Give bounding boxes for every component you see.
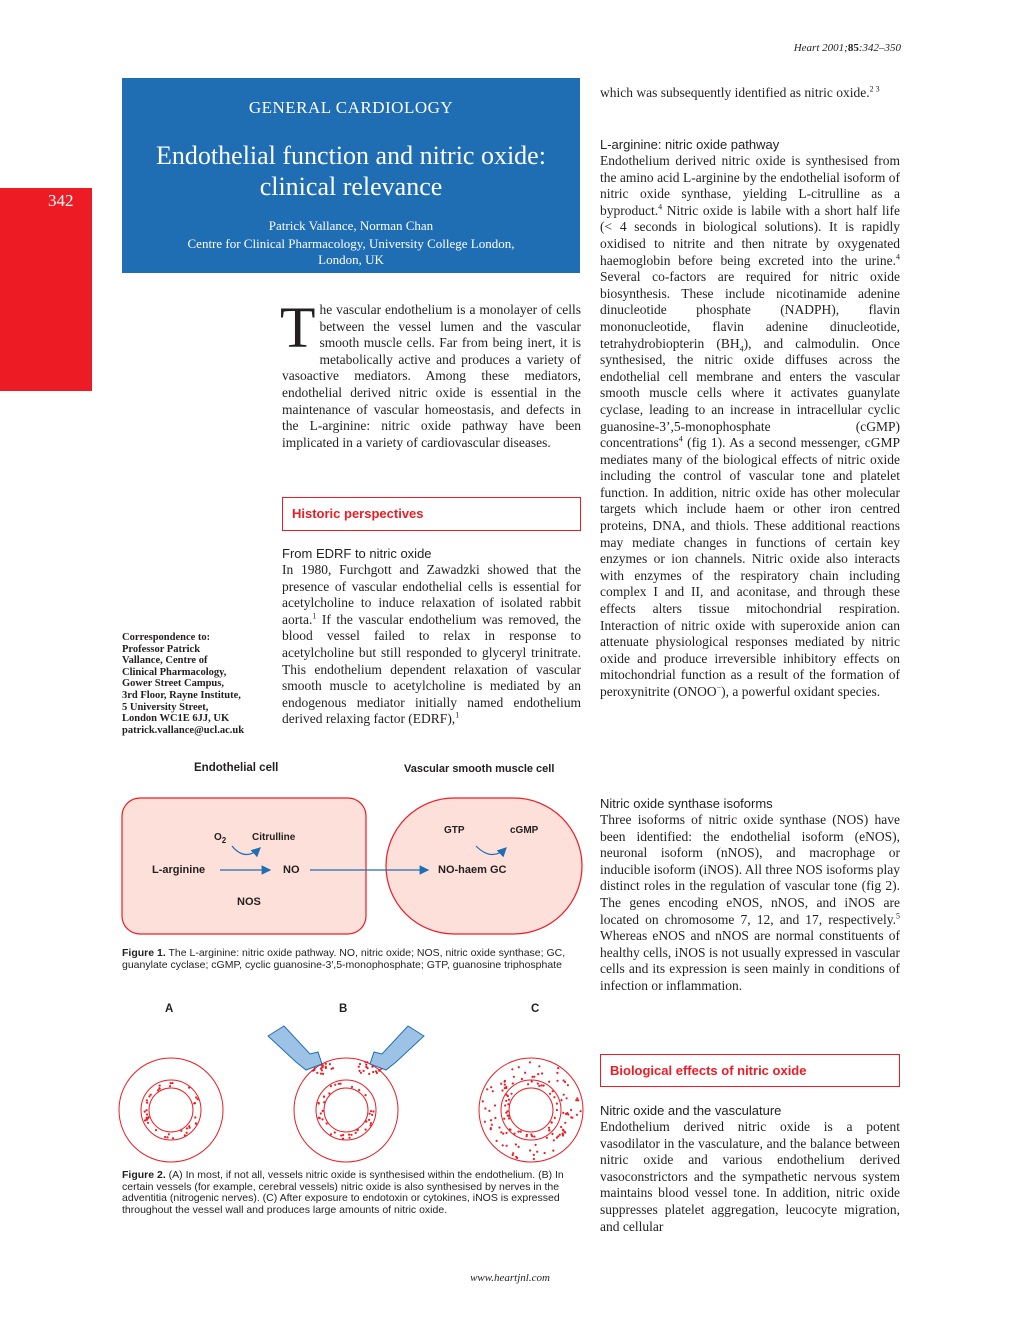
- nitric-oxide-dot: [543, 1085, 545, 1087]
- nitric-oxide-dot: [195, 1123, 197, 1125]
- nerve-left: [268, 1026, 322, 1070]
- historic-ref-b: 1: [455, 710, 460, 720]
- right-p3-text: Three isoforms of nitric oxide synthase (NOS) have been identified: the endothelial isoform (eNOS), neuronal isoform (nNOS), and macrophage or inducible isoform (iNOS). All three NOS isoforms play distinct roles in the regulation of vascular tone (fig 2). The genes encoding eNOS, nNOS, and iNOS are located on chromosome 7, 12, and 17, respectively.: [600, 812, 900, 927]
- nitric-oxide-dot: [320, 1073, 322, 1075]
- nitric-oxide-dot: [358, 1089, 360, 1091]
- nitric-oxide-dot: [180, 1130, 182, 1132]
- nitric-oxide-dot: [565, 1113, 567, 1115]
- nitric-oxide-dot: [330, 1068, 332, 1070]
- fig1-no: NO: [283, 864, 300, 876]
- nitric-oxide-dot: [334, 1131, 336, 1133]
- nitric-oxide-dot: [538, 1085, 540, 1087]
- right-para-3: [600, 812, 900, 995]
- nitric-oxide-dot: [370, 1110, 372, 1112]
- nitric-oxide-dot: [541, 1072, 543, 1074]
- nitric-oxide-dot: [537, 1083, 539, 1085]
- nitric-oxide-dot: [172, 1137, 174, 1139]
- nitric-oxide-dot: [500, 1131, 502, 1133]
- correspondence-email: patrick.vallance@ucl.ac.uk: [122, 724, 245, 736]
- nitric-oxide-dot: [146, 1117, 148, 1119]
- nitric-oxide-dot: [357, 1129, 359, 1131]
- nitric-oxide-dot: [150, 1094, 152, 1096]
- nitric-oxide-dot: [536, 1151, 538, 1153]
- nitric-oxide-dot: [518, 1146, 520, 1148]
- nitric-oxide-dot: [506, 1110, 508, 1112]
- nitric-oxide-dot: [515, 1143, 517, 1145]
- nitric-oxide-dot: [564, 1122, 566, 1124]
- nitric-oxide-dot: [529, 1061, 531, 1063]
- nitric-oxide-dot: [508, 1117, 510, 1119]
- nitric-oxide-dot: [562, 1133, 564, 1135]
- nitric-oxide-dot: [508, 1115, 510, 1117]
- nitric-oxide-dot: [520, 1131, 522, 1133]
- right-p1-ref: 2 3: [869, 84, 880, 94]
- correspondence-line: Professor Patrick: [122, 643, 201, 655]
- nitric-oxide-dot: [194, 1116, 196, 1118]
- nitric-oxide-dot: [502, 1133, 504, 1135]
- correspondence-line: Vallance, Centre of: [122, 655, 208, 667]
- nitric-oxide-dot: [577, 1099, 579, 1101]
- nitric-oxide-dot: [330, 1133, 332, 1135]
- nitric-oxide-dot: [375, 1070, 377, 1072]
- nitric-oxide-dot: [146, 1102, 148, 1104]
- nitric-oxide-dot: [524, 1072, 526, 1074]
- nitric-oxide-dot: [363, 1070, 365, 1072]
- nitric-oxide-dot: [505, 1100, 507, 1102]
- figure1-caption: [122, 948, 582, 971]
- nitric-oxide-dot: [504, 1104, 506, 1106]
- nitric-oxide-dot: [378, 1070, 380, 1072]
- journal-reference: [794, 42, 901, 54]
- nitric-oxide-dot: [372, 1110, 374, 1112]
- fig1-citrulline: Citrulline: [252, 832, 296, 843]
- nitric-oxide-dot: [144, 1119, 146, 1121]
- nitric-oxide-dot: [518, 1066, 520, 1068]
- nitric-oxide-dot: [317, 1102, 319, 1104]
- nitric-oxide-dot: [504, 1080, 506, 1082]
- nos-isoforms-subheading: Nitric oxide synthase isoforms: [600, 796, 773, 811]
- right-p2-text: Endothelium derived nitric oxide is synthesised from the amino acid L-arginine by the endothelial isoform of nitric oxide synthase, yielding L-citrulline as a byproduct.: [600, 153, 900, 218]
- figure2-caption-text: (A) In most, if not all, vessels nitric oxide is synthesised within the endothelium. (B) In certain vessels (for example, cerebral vessels) nitric oxide is also synthesised by nerves in the adventitia (nitrogenic nerves). (C) After exposure to endotoxin or cytokines, iNOS is expressed throughout the vessel wall and produces large amounts of nitric oxide.: [122, 1169, 564, 1216]
- fig2-panel-b-label: B: [339, 1003, 348, 1015]
- nitric-oxide-dot: [488, 1110, 490, 1112]
- nitric-oxide-dot: [580, 1110, 582, 1112]
- nitric-oxide-dot: [490, 1128, 492, 1130]
- journal-pages: :342–350: [858, 42, 901, 54]
- nitric-oxide-dot: [560, 1126, 562, 1128]
- historic-ref-a: 1: [312, 611, 317, 621]
- nitric-oxide-dot: [326, 1122, 328, 1124]
- nitric-oxide-dot: [549, 1093, 551, 1095]
- right-p3-text: Whereas eNOS and nNOS are normal constituents of healthy cells, iNOS is not usually expressed in vascular cells and its expression is seen mainly in conditions of infection or inflammation.: [600, 928, 900, 993]
- nitric-oxide-dot: [492, 1090, 494, 1092]
- nitric-oxide-dot: [548, 1081, 550, 1083]
- nitric-oxide-dot: [576, 1114, 578, 1116]
- nerve-right: [370, 1026, 424, 1070]
- nitric-oxide-dot: [544, 1152, 546, 1154]
- correspondence-block: [122, 632, 270, 736]
- nitric-oxide-dot: [359, 1063, 361, 1065]
- nitric-oxide-dot: [189, 1127, 191, 1129]
- fig1-o2: [214, 832, 226, 843]
- title-banner: [122, 78, 580, 273]
- pathway-subheading: L-arginine: nitric oxide pathway: [600, 137, 780, 152]
- nitric-oxide-dot: [371, 1114, 373, 1116]
- vessel-a: [119, 1058, 223, 1162]
- nitric-oxide-dot: [482, 1100, 484, 1102]
- nitric-oxide-dot: [146, 1119, 148, 1121]
- nitric-oxide-dot: [484, 1121, 486, 1123]
- fig1-larginine: L-arginine: [152, 864, 206, 876]
- nitric-oxide-dot: [552, 1150, 554, 1152]
- nitric-oxide-dot: [322, 1110, 324, 1112]
- section-title: GENERAL CARDIOLOGY: [248, 98, 454, 117]
- nitric-oxide-dot: [169, 1085, 171, 1087]
- nitric-oxide-dot: [358, 1066, 360, 1068]
- nitric-oxide-dot: [509, 1129, 511, 1131]
- nitric-oxide-dot: [533, 1076, 535, 1078]
- right-p3-ref: 5: [896, 911, 900, 921]
- nitric-oxide-dot: [368, 1073, 370, 1075]
- nitric-oxide-dot: [370, 1122, 372, 1124]
- nitric-oxide-dot: [517, 1131, 519, 1133]
- nitric-oxide-dot: [531, 1080, 533, 1082]
- nitric-oxide-dot: [533, 1154, 535, 1156]
- affiliation-line1: Centre for Clinical Pharmacology, University College London,: [187, 236, 515, 251]
- nitric-oxide-dot: [325, 1066, 327, 1068]
- nitric-oxide-dot: [556, 1137, 558, 1139]
- article-title: [122, 140, 580, 202]
- nitric-oxide-dot: [556, 1080, 558, 1082]
- nitric-oxide-dot: [559, 1134, 561, 1136]
- nitric-oxide-dot: [554, 1117, 556, 1119]
- nitric-oxide-dot: [319, 1117, 321, 1119]
- right-p1-text: which was subsequently identified as nitric oxide.: [600, 85, 870, 100]
- nitric-oxide-dot: [548, 1127, 550, 1129]
- nitric-oxide-dot: [557, 1067, 559, 1069]
- fig1-cgmp: cGMP: [510, 825, 539, 836]
- fig1-smooth-muscle-label: Vascular smooth muscle cell: [404, 763, 555, 775]
- nitric-oxide-dot: [504, 1084, 506, 1086]
- nitric-oxide-dot: [368, 1119, 370, 1121]
- historic-paragraph: [282, 562, 581, 728]
- vessel-b: [268, 1026, 424, 1162]
- right-p2-sup: −: [716, 683, 722, 693]
- right-p2-text: ), and calmodulin. Once synthesised, the nitric oxide diffuses across the endothelial cell membrane and enters the vascular smooth muscle cells where it activates guanylate cyclase, leading to an increase in intracellular cyclic guanosine-3’,5-monophosphate (cGMP) concentrations: [600, 335, 900, 451]
- nitric-oxide-dot: [146, 1109, 148, 1111]
- nitric-oxide-dot: [486, 1088, 488, 1090]
- authors: Patrick Vallance, Norman Chan: [268, 218, 434, 233]
- historic-text-b: If the vascular endothelium was removed, the blood vessel failed to relax in response to acetylcholine but still responded to glyceryl trinitrate. This endothelium dependent relaxation of vascular smooth muscle to acetylcholine is mediated by an endogenous mediator initially named endothelium derived relaxing factor (EDRF),: [282, 611, 581, 727]
- page-number: 342: [48, 191, 74, 210]
- nitric-oxide-dot: [556, 1109, 558, 1111]
- nitric-oxide-dot: [355, 1132, 357, 1134]
- nitric-oxide-dot: [372, 1071, 374, 1073]
- nitric-oxide-dot: [510, 1093, 512, 1095]
- nitric-oxide-dot: [516, 1157, 518, 1159]
- affiliation-line2: London, UK: [318, 252, 384, 267]
- page-side-bar: [0, 188, 92, 391]
- figure1-caption-label: Figure 1.: [122, 947, 166, 959]
- nitric-oxide-dot: [508, 1099, 510, 1101]
- right-para-4: Endothelium derived nitric oxide is a potent vasodilator in the vasculature, and the balance between nitric oxide and various endothelium derived vasoconstrictors and the sympathetic nervous system maintains blood vessel tone. In addition, nitric oxide suppresses platelet aggregation, leucocyte migration, and cellular: [600, 1119, 900, 1234]
- nitric-oxide-dot: [328, 1092, 330, 1094]
- nitric-oxide-dot: [360, 1072, 362, 1074]
- nitric-oxide-dot: [484, 1107, 486, 1109]
- figure2-diagram: [118, 1018, 588, 1168]
- nitric-oxide-dot: [322, 1073, 324, 1075]
- nitric-oxide-dot: [322, 1064, 324, 1066]
- nitric-oxide-dot: [371, 1066, 373, 1068]
- nitric-oxide-dot: [365, 1121, 367, 1123]
- right-p2-ref: 4: [896, 252, 900, 262]
- nitric-oxide-dot: [550, 1121, 552, 1123]
- nitric-oxide-dot: [553, 1096, 555, 1098]
- intro-paragraph: [280, 295, 581, 451]
- figure2-caption: [122, 1170, 582, 1216]
- right-p2-ref: 4: [658, 202, 663, 212]
- nitric-oxide-dot: [556, 1072, 558, 1074]
- correspondence-line: 5 University Street,: [122, 701, 209, 713]
- vessel-c: [479, 1058, 583, 1162]
- fig2-panel-c-label: C: [531, 1003, 540, 1015]
- nitric-oxide-dot: [563, 1079, 565, 1081]
- nitric-oxide-dot: [369, 1113, 371, 1115]
- nitric-oxide-dot: [563, 1094, 565, 1096]
- right-para-2: [600, 153, 900, 701]
- nitric-oxide-dot: [184, 1134, 186, 1136]
- right-p2-text: (fig 1). As a second messenger, cGMP mediates many of the biological effects of nitric oxide including the control of vascular tone and platelet function. In addition, nitric oxide has other molecular targets which include haem or other iron centred proteins, DNA, and thiols. These additional reactions may mediate changes in functions of certain key enzymes or ion channels. Nitric oxide also interacts with enzymes of the respiratory chain including complex I and II, and aconitase, and through these effects alters tissue mitochondrial respiration. Interaction of nitric oxide with superoxide anion can attenuate physiological responses mediated by nitric oxide and produce irreversible inhibitory effects on mitochondrial function as a result of the formation of peroxynitrite (ONOO: [600, 435, 900, 699]
- nitric-oxide-dot: [494, 1117, 496, 1119]
- nitric-oxide-dot: [325, 1063, 327, 1065]
- nitric-oxide-dot: [146, 1099, 148, 1101]
- nitric-oxide-dot: [546, 1137, 548, 1139]
- nitric-oxide-dot: [144, 1111, 146, 1113]
- nitric-oxide-dot: [164, 1136, 166, 1138]
- correspondence-line: Clinical Pharmacology,: [122, 666, 227, 678]
- nitric-oxide-dot: [531, 1135, 533, 1137]
- nitric-oxide-dot: [491, 1124, 493, 1126]
- nitric-oxide-dot: [186, 1132, 188, 1134]
- nitric-oxide-dot: [312, 1070, 314, 1072]
- journal-url: www.heartjnl.com: [470, 1272, 550, 1284]
- nitric-oxide-dot: [166, 1136, 168, 1138]
- nitric-oxide-dot: [538, 1065, 540, 1067]
- nitric-oxide-dot: [367, 1067, 369, 1069]
- nitric-oxide-dot: [571, 1117, 573, 1119]
- nitric-oxide-dot: [566, 1097, 568, 1099]
- nitric-oxide-dot: [551, 1133, 553, 1135]
- nitric-oxide-dot: [195, 1096, 197, 1098]
- nitric-oxide-dot: [350, 1134, 352, 1136]
- nitric-oxide-dot: [490, 1086, 492, 1088]
- right-p2-text: Several co-factors are required for nitric oxide biosynthesis. These include nicotinamide adenine dinucleotide phosphate (NADPH), flavin mononucleotide, flavin adenine dinucleotide, tetrahydrobiopterin (BH: [600, 269, 900, 351]
- nitric-oxide-dot: [560, 1099, 562, 1101]
- nitric-oxide-dot: [147, 1122, 149, 1124]
- nitric-oxide-dot: [194, 1102, 196, 1104]
- nitric-oxide-dot: [168, 1133, 170, 1135]
- correspondence-label: Correspondence to:: [122, 632, 211, 643]
- nitric-oxide-dot: [507, 1103, 509, 1105]
- right-p2-sub: 4: [739, 344, 744, 354]
- nitric-oxide-dot: [527, 1083, 529, 1085]
- drop-cap: T: [280, 295, 316, 360]
- nitric-oxide-dot: [556, 1103, 558, 1105]
- nitric-oxide-dot: [567, 1084, 569, 1086]
- right-p2-ref: 4: [678, 434, 683, 444]
- nitric-oxide-dot: [329, 1063, 331, 1065]
- article-title-line2: clinical relevance: [259, 172, 443, 201]
- historic-perspectives-heading: Historic perspectives: [282, 497, 581, 531]
- journal-volume: 85: [847, 42, 859, 54]
- nitric-oxide-dot: [158, 1087, 160, 1089]
- right-p2-text: ), a powerful oxidant species.: [721, 684, 881, 699]
- nitric-oxide-dot: [570, 1109, 572, 1111]
- nitric-oxide-dot: [504, 1087, 506, 1089]
- nitric-oxide-dot: [564, 1131, 566, 1133]
- nitric-oxide-dot: [526, 1135, 528, 1137]
- nitric-oxide-dot: [155, 1129, 157, 1131]
- intro-text: he vascular endothelium is a monolayer of cells between the vessel lumen and the vascular smooth muscle cells. Far from being inert, it is metabolically active and produces a variety of vasoactive mediators. Among these mediators, endothelial derived nitric oxide is essential in the maintenance of vascular homeostasis, and defects in the L-arginine: nitric oxide pathway have been implicated in a variety of cardiovascular diseases.: [282, 302, 581, 450]
- nitric-oxide-dot: [494, 1104, 496, 1106]
- nitric-oxide-dot: [330, 1085, 332, 1087]
- nitric-oxide-dot: [342, 1134, 344, 1136]
- fig1-nos: NOS: [237, 896, 261, 908]
- nitric-oxide-dot: [323, 1101, 325, 1103]
- nitric-oxide-dot: [513, 1076, 515, 1078]
- nitric-oxide-dot: [348, 1134, 350, 1136]
- figure2-caption-label: Figure 2.: [122, 1169, 166, 1181]
- nitric-oxide-dot: [148, 1116, 150, 1118]
- nitric-oxide-dot: [342, 1138, 344, 1140]
- fig1-o2-text: O: [214, 832, 222, 843]
- nitric-oxide-dot: [365, 1129, 367, 1131]
- correspondence-line: Gower Street Campus,: [122, 678, 224, 690]
- nitric-oxide-dot: [188, 1087, 190, 1089]
- edrf-subheading: From EDRF to nitric oxide: [282, 546, 432, 561]
- nitric-oxide-dot: [364, 1094, 366, 1096]
- nitric-oxide-dot: [529, 1149, 531, 1151]
- nitric-oxide-dot: [511, 1068, 513, 1070]
- biological-effects-heading: Biological effects of nitric oxide: [600, 1054, 900, 1087]
- nitric-oxide-dot: [323, 1095, 325, 1097]
- nitric-oxide-dot: [157, 1089, 159, 1091]
- nitric-oxide-dot: [321, 1118, 323, 1120]
- nitric-oxide-dot: [334, 1084, 336, 1086]
- nitric-oxide-dot: [505, 1132, 507, 1134]
- nitric-oxide-dot: [562, 1112, 564, 1114]
- nitric-oxide-dot: [548, 1129, 550, 1131]
- nitric-oxide-dot: [512, 1082, 514, 1084]
- nitric-oxide-dot: [533, 1136, 535, 1138]
- nitric-oxide-dot: [320, 1112, 322, 1114]
- right-para-1: [600, 85, 900, 102]
- nitric-oxide-dot: [316, 1072, 318, 1074]
- fig1-endothelial-label: Endothelial cell: [194, 762, 279, 774]
- nitric-oxide-dot: [170, 1082, 172, 1084]
- nitric-oxide-dot: [540, 1084, 542, 1086]
- nitric-oxide-dot: [501, 1089, 503, 1091]
- fig1-gtp: GTP: [444, 825, 465, 836]
- vasculature-subheading: Nitric oxide and the vasculature: [600, 1103, 782, 1118]
- nitric-oxide-dot: [490, 1119, 492, 1121]
- correspondence-line: London WC1E 6JJ, UK: [122, 713, 230, 725]
- nitric-oxide-dot: [502, 1144, 504, 1146]
- nitric-oxide-dot: [498, 1126, 500, 1128]
- nitric-oxide-dot: [365, 1064, 367, 1066]
- article-title-line1: Endothelial function and nitric oxide:: [156, 141, 546, 170]
- fig1-nohaem-gc: NO-haem GC: [438, 864, 507, 876]
- nitric-oxide-dot: [552, 1090, 554, 1092]
- fig2-panel-a-label: A: [165, 1003, 174, 1015]
- nitric-oxide-dot: [507, 1095, 509, 1097]
- nitric-oxide-dot: [506, 1145, 508, 1147]
- nitric-oxide-dot: [146, 1113, 148, 1115]
- nitric-oxide-dot: [320, 1068, 322, 1070]
- right-p2-text: Nitric oxide is labile with a short half life (< 4 seconds in biological solutions). It is rapidly oxidised to nitrite and then nitrate by oxygenated haemoglobin before being excreted into the urine.: [600, 202, 900, 268]
- nitric-oxide-dot: [197, 1098, 199, 1100]
- nitric-oxide-dot: [366, 1061, 368, 1063]
- nitric-oxide-dot: [340, 1134, 342, 1136]
- nitric-oxide-dot: [535, 1144, 537, 1146]
- nitric-oxide-dot: [503, 1118, 505, 1120]
- nitric-oxide-dot: [513, 1133, 515, 1135]
- nitric-oxide-dot: [537, 1073, 539, 1075]
- figure1-caption-text: The L-arginine: nitric oxide pathway. NO, nitric oxide; NOS, nitric oxide synthase; GC, guanylate cyclase; cGMP, cyclic guanosine-3′,5-monophosphate; GTP, guanosine triphosphate: [122, 947, 566, 971]
- journal-year: 2001;: [822, 42, 848, 54]
- nitric-oxide-dot: [533, 1158, 535, 1160]
- nitric-oxide-dot: [171, 1082, 173, 1084]
- nitric-oxide-dot: [496, 1140, 498, 1142]
- nitric-oxide-dot: [369, 1124, 371, 1126]
- journal-name: Heart: [793, 42, 820, 54]
- historic-text-a: In 1980, Furchgott and Zawadzki showed that the presence of vascular endothelial cells is essential for acetylcholine to induce relaxation of isolated rabbit aorta.: [282, 562, 581, 627]
- nitric-oxide-dot: [186, 1127, 188, 1129]
- fig1-o2-sub: 2: [221, 836, 227, 845]
- author-block: [122, 218, 580, 268]
- nitric-oxide-dot: [500, 1083, 502, 1085]
- nitric-oxide-dot: [521, 1078, 523, 1080]
- correspondence-line: 3rd Floor, Rayne Institute,: [122, 689, 241, 701]
- nitric-oxide-dot: [351, 1086, 353, 1088]
- nitric-oxide-dot: [348, 1137, 350, 1139]
- nitric-oxide-dot: [358, 1070, 360, 1072]
- nitric-oxide-dot: [553, 1139, 555, 1141]
- nitric-oxide-dot: [159, 1085, 161, 1087]
- nitric-oxide-dot: [512, 1154, 514, 1156]
- nitric-oxide-dot: [339, 1083, 341, 1085]
